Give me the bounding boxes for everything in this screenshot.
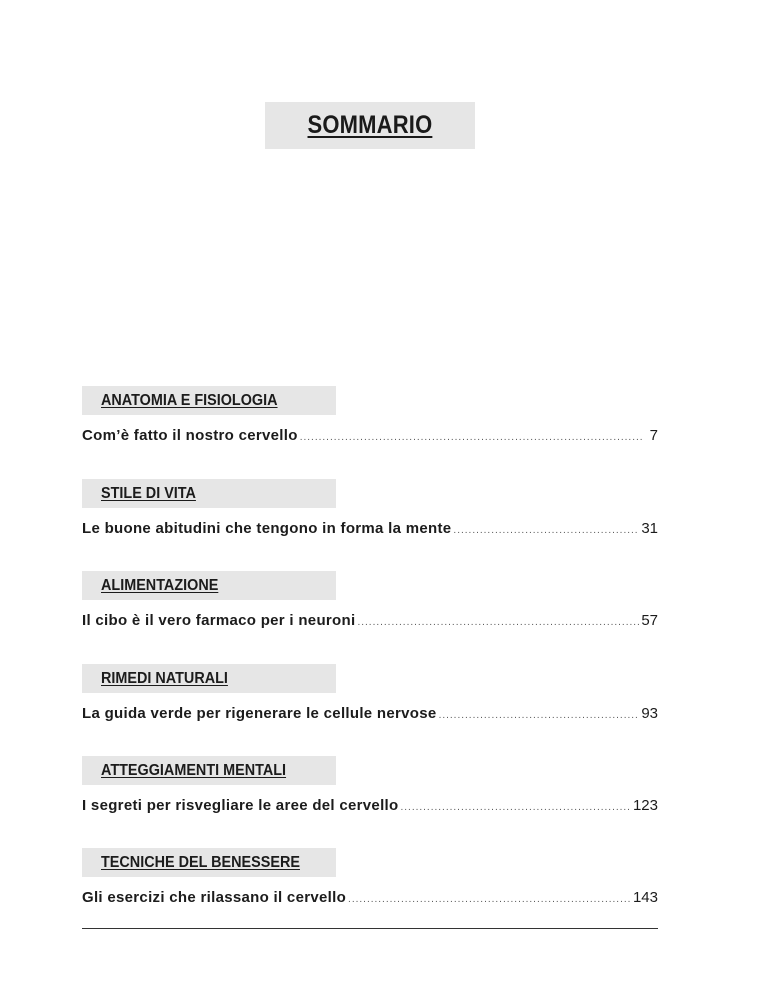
toc-section <box>82 571 658 633</box>
toc-section <box>82 756 658 818</box>
toc-entry-title: Gli esercizi che rilassano il cervello <box>82 889 347 906</box>
toc-entry-page: 143 <box>632 889 658 906</box>
title-box <box>265 102 475 149</box>
dot-leader <box>453 521 639 541</box>
section-heading: RIMEDI NATURALI <box>101 669 228 687</box>
toc-entry-title: Le buone abitudini che tengono in forma la mente <box>82 520 452 537</box>
toc-entry-page: 123 <box>632 797 658 814</box>
section-heading-box <box>82 756 336 785</box>
toc-entry-title: Com’è fatto il nostro cervello <box>82 427 298 444</box>
page-title: SOMMARIO <box>307 111 433 139</box>
dot-leader <box>300 428 644 448</box>
section-heading: TECNICHE DEL BENESSERE <box>101 853 300 871</box>
section-heading-box <box>82 848 336 877</box>
toc-entry[interactable] <box>82 611 658 633</box>
toc-entry[interactable] <box>82 796 658 818</box>
toc-section <box>82 386 658 448</box>
toc-entry[interactable] <box>82 704 658 726</box>
toc-entry[interactable] <box>82 519 658 541</box>
toc-entry-title: La guida verde per rigenerare le cellule nervose <box>82 705 437 722</box>
section-heading-box <box>82 571 336 600</box>
toc-entry[interactable] <box>82 426 658 448</box>
toc-entry-page: 7 <box>649 427 658 444</box>
toc-section <box>82 848 658 910</box>
section-heading: ALIMENTAZIONE <box>101 576 219 594</box>
dot-leader <box>348 890 631 910</box>
dot-leader <box>357 613 639 633</box>
section-heading: ATTEGGIAMENTI MENTALI <box>101 761 287 779</box>
section-heading-box <box>82 664 336 693</box>
toc-section <box>82 664 658 726</box>
section-heading-box <box>82 386 336 415</box>
toc-entry-page: 31 <box>641 520 658 537</box>
bottom-divider <box>82 928 658 929</box>
section-heading-box <box>82 479 336 508</box>
toc-entry-title: Il cibo è il vero farmaco per i neuroni <box>82 612 356 629</box>
toc-entry-page: 57 <box>641 612 658 629</box>
toc-section <box>82 479 658 541</box>
dot-leader <box>400 798 630 818</box>
dot-leader <box>439 706 640 726</box>
toc-entry[interactable] <box>82 888 658 910</box>
section-heading: STILE DI VITA <box>101 484 196 502</box>
section-heading: ANATOMIA E FISIOLOGIA <box>101 391 278 409</box>
toc-entry-page: 93 <box>641 705 658 722</box>
toc-entry-title: I segreti per risvegliare le aree del cervello <box>82 797 399 814</box>
